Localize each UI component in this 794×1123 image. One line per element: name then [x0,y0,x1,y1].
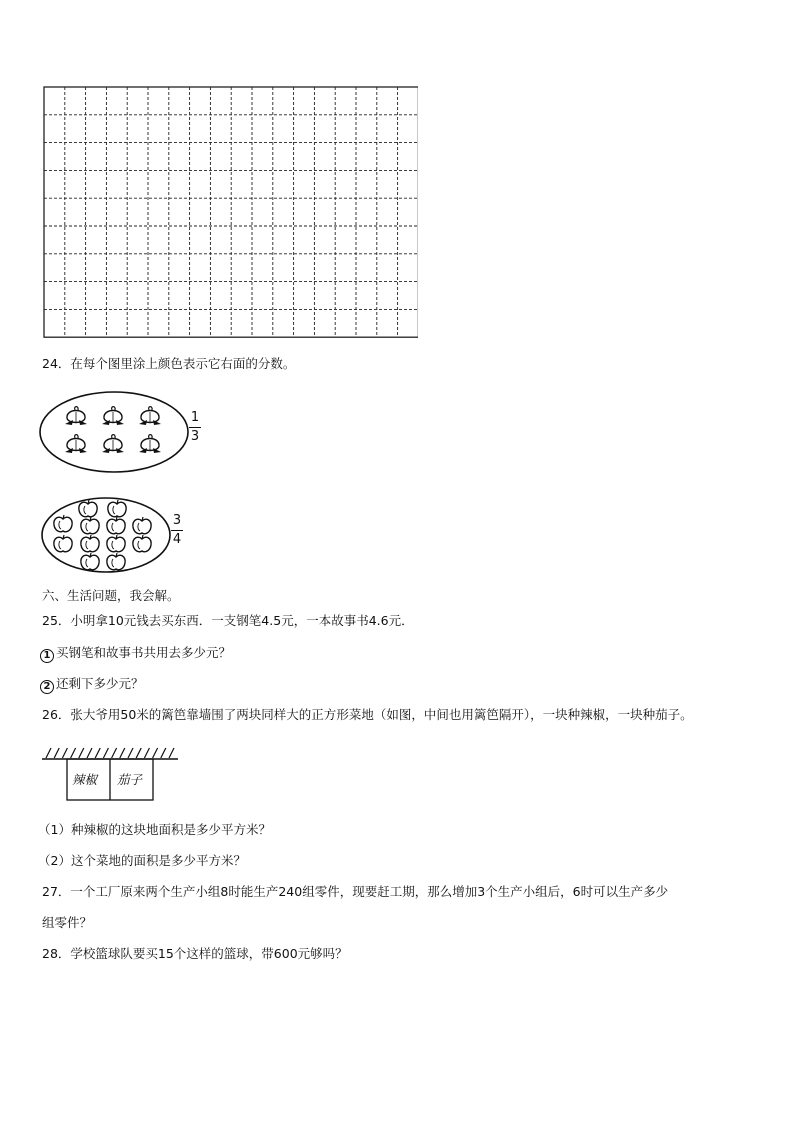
fraction-denominator: 3 [190,429,200,444]
fraction-denominator: 4 [172,532,182,547]
question-27-line2: 组零件？ [42,915,93,930]
peach-icon [102,407,124,425]
question-25-text: 25．小明拿10元钱去买东西．一支钢笔4.5元，一本故事书4.6元． [42,613,414,628]
garden-wall-diagram [40,740,182,802]
apple-icon [107,517,125,534]
wall-hatch-mark [161,748,166,758]
circled-number-1: 1 [40,649,54,663]
wall-hatch-mark [112,748,117,758]
wall-hatch-mark [103,748,108,758]
question-28-text: 28．学校篮球队要买15个这样的篮球，带600元够吗？ [42,946,348,961]
wall-hatch-mark [54,748,59,758]
apple-icon [54,515,72,532]
apple-icon [79,500,97,517]
fraction-one-third [188,411,202,444]
peach-icon [65,407,87,425]
question-24-text: 24．在每个图里涂上颜色表示它右面的分数。 [42,356,296,371]
wall-hatch-mark [144,748,149,758]
wall-hatch-mark [87,748,92,758]
section-6-title: 六、生活问题，我会解。 [42,588,180,603]
wall-hatch-mark [79,748,84,758]
wall-hatch-mark [46,748,51,758]
question-25-sub2 [40,676,144,694]
wall-hatch-mark [169,748,174,758]
plot-label-eggplant: 茄子 [117,772,143,787]
question-25-sub1 [40,645,231,663]
wall-hatch-mark [128,748,133,758]
apple-icon [133,517,151,534]
plot-label-pepper: 辣椒 [72,772,98,787]
apple-icon [107,553,125,570]
wall-hatch-mark [153,748,158,758]
apple-icon [54,535,72,552]
peach-oval-figure [38,390,190,474]
wall-hatch-mark [62,748,67,758]
peach-icon [65,435,87,453]
fraction-numerator: 3 [172,513,182,528]
fraction-three-quarters [170,514,184,547]
question-26-text: 26．张大爷用50米的篱笆靠墙围了两块同样大的正方形菜地（如图，中间也用篱笆隔开），一块种辣椒，一块种茄子。 [42,707,693,722]
question-26-sub2: （2）这个菜地的面积是多少平方米？ [38,853,246,868]
writing-grid [42,86,418,338]
peach-icon [102,435,124,453]
circled-number-2: 2 [40,680,54,694]
peach-icon [139,435,161,453]
question-25-sub2-text: 还剩下多少元？ [56,676,144,691]
apple-icon [81,517,99,534]
wall-hatch-mark [71,748,76,758]
wall-hatch-mark [136,748,141,758]
wall-hatch-mark [95,748,100,758]
peach-icon [139,407,161,425]
apple-oval-figure [40,496,172,574]
question-27-line1: 27．一个工厂原来两个生产小组8时能生产240组零件，现要赶工期，那么增加3个生产小组后，6时可以生产多少 [42,884,669,899]
fraction-numerator: 1 [190,410,200,425]
apple-icon [108,500,126,517]
question-25-sub1-text: 买钢笔和故事书共用去多少元？ [56,645,232,660]
apple-icon [81,535,99,552]
question-26-sub1: （1）种辣椒的这块地面积是多少平方米？ [38,822,271,837]
apple-icon [81,553,99,570]
apple-icon [107,535,125,552]
apple-icon [133,535,151,552]
wall-hatch-mark [120,748,125,758]
